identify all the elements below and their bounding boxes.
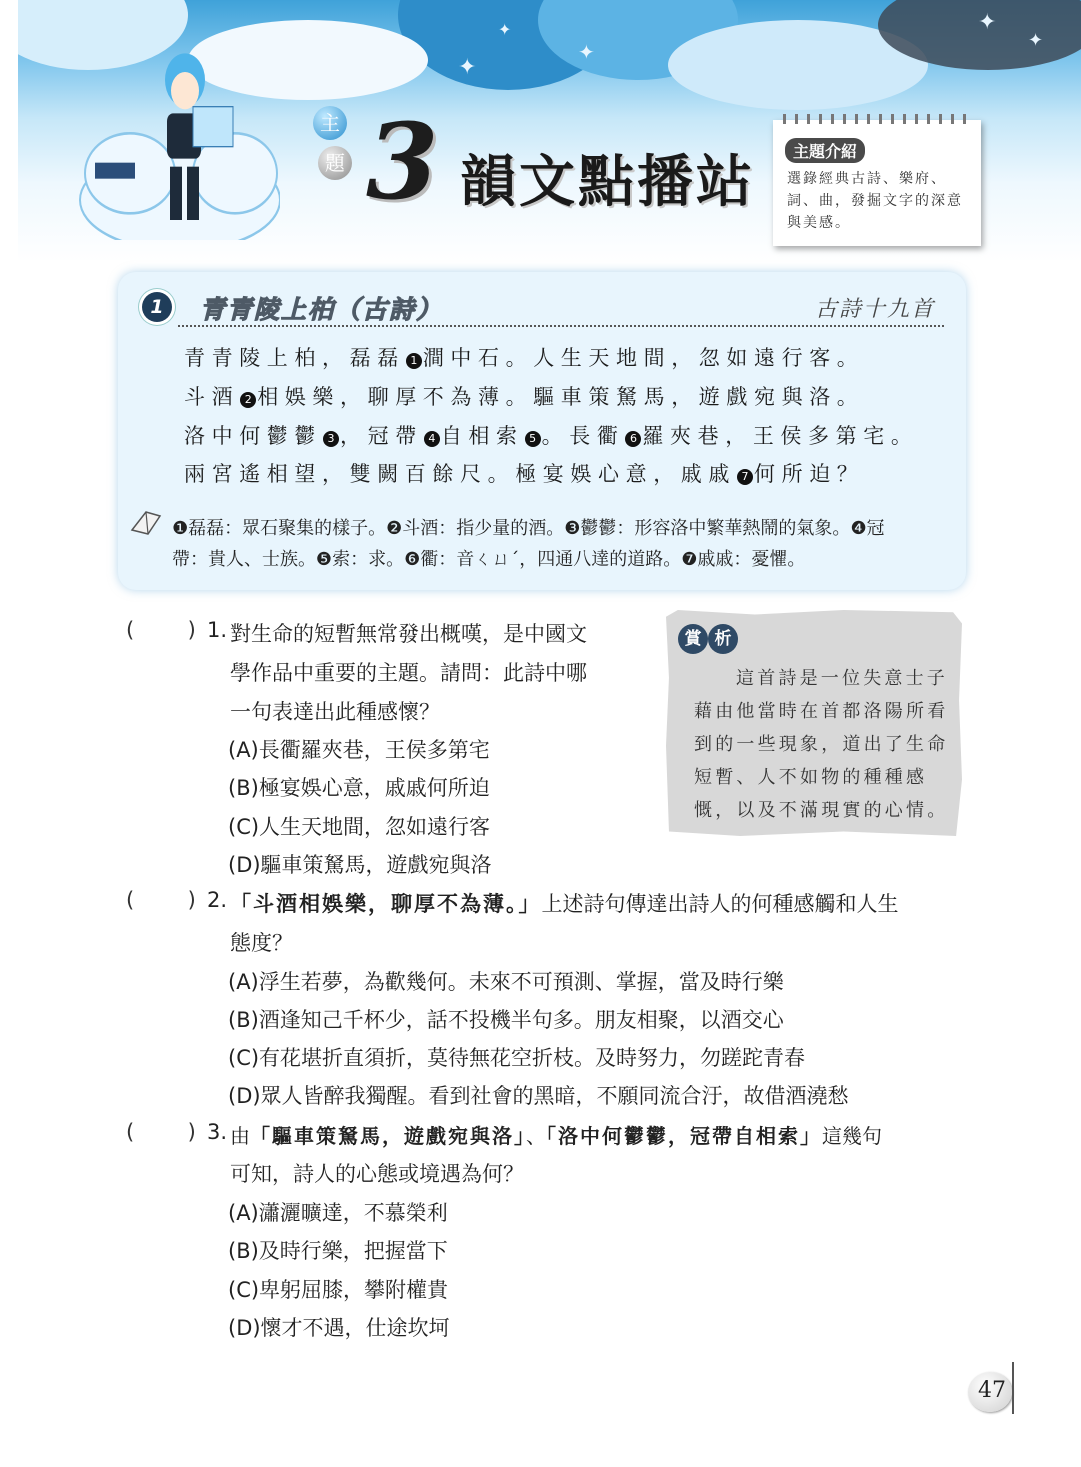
analysis-badge: 賞 析 xyxy=(678,624,738,654)
intro-line: 詞、曲，發掘文字的深意 xyxy=(787,193,963,209)
question-stem: 對生命的短暫無常發出概嘆，是中國文 xyxy=(230,622,587,646)
question-stem: 「斗酒相娛樂，聊厚不為薄。」上述詩句傳達出詩人的何種感觸和人生 xyxy=(230,891,899,916)
poem-line: 斗酒 2 相娛樂，聊厚不為薄。驅車策駑馬，遊戲宛與洛。 xyxy=(184,385,865,409)
poem-line: 青青陵上柏，磊磊 1 澗中石。人生天地間，忽如遠行客。 xyxy=(184,346,865,370)
analysis-line: 這首詩是一位失意士子 xyxy=(736,668,948,689)
answer-option[interactable]: (A)瀟灑曠達，不慕榮利 xyxy=(228,1201,448,1225)
question-number: 2. xyxy=(207,888,228,912)
analysis-line: 短暫、人不如物的種種感 xyxy=(694,767,928,788)
answer-blank[interactable]: ( ) xyxy=(126,1120,196,1144)
intro-line: 選錄經典古詩、樂府、 xyxy=(787,171,947,187)
unit-title: 韻文點播站 xyxy=(460,150,755,215)
poem-line: 洛中何鬱鬱 3 ，冠帶 4 自相索 5 。長衢 6 羅夾巷，王侯多第宅。 xyxy=(184,424,919,448)
answer-blank[interactable]: ( ) xyxy=(126,888,196,912)
girl-reading-illustration xyxy=(75,40,280,240)
note-marker: 3 xyxy=(323,431,339,447)
intro-text xyxy=(787,168,973,234)
note-marker: 6 xyxy=(625,431,641,447)
note-marker: 7 xyxy=(737,469,753,485)
note-marker: 2 xyxy=(240,392,256,408)
answer-option[interactable]: (C)卑躬屈膝，攀附權貴 xyxy=(228,1278,449,1302)
notes-line: ❶磊磊：眾石聚集的樣子。❷斗酒：指少量的酒。❸鬱鬱：形容洛中繁華熱鬧的氣象。❹冠 xyxy=(172,518,885,539)
header-banner: ✦ ✦ ✦ ✦ ✦ xyxy=(18,0,1081,262)
question-stem: 一句表達出此種感懷？ xyxy=(230,700,440,724)
note-marker: 4 xyxy=(424,431,440,447)
question-stem: 態度？ xyxy=(230,931,293,955)
answer-option[interactable]: (A)長衢羅夾巷，王侯多第宅 xyxy=(228,738,490,762)
analysis-line: 到的一些現象，道出了生命 xyxy=(694,734,949,755)
answer-option[interactable]: (D)懷才不遇，仕途坎坷 xyxy=(228,1316,450,1340)
binder-rings xyxy=(783,114,973,124)
question-number: 3. xyxy=(207,1120,228,1144)
answer-option[interactable]: (D)眾人皆醉我獨醒。看到社會的黑暗，不願同流合汙，故借酒澆愁 xyxy=(228,1084,849,1108)
poem-source: 古詩十九首 xyxy=(815,297,936,322)
intro-line: 與美感。 xyxy=(787,215,851,231)
dotted-divider xyxy=(178,325,944,327)
question-number: 1. xyxy=(207,618,228,642)
book-icon xyxy=(130,506,164,536)
intro-label: 主題介紹 xyxy=(785,138,865,163)
answer-blank[interactable]: ( ) xyxy=(126,618,196,642)
answer-option[interactable]: (A)浮生若夢，為歡幾何。未來不可預測、掌握，當及時行樂 xyxy=(228,970,784,994)
answer-option[interactable]: (D)驅車策駑馬，遊戲宛與洛 xyxy=(228,853,492,877)
question-stem: 可知，詩人的心態或境遇為何？ xyxy=(230,1162,524,1186)
analysis-line: 藉由他當時在首都洛陽所看 xyxy=(694,701,949,722)
answer-option[interactable]: (C)有花堪折直須折，莫待無花空折枝。及時努力，勿蹉跎青春 xyxy=(228,1046,806,1070)
unit-number: 3 xyxy=(366,100,439,223)
topic-intro-card xyxy=(773,120,981,246)
poem-line: 兩宮遙相望，雙闕百餘尺。極宴娛心意，戚戚 7 何所迫？ xyxy=(184,462,865,486)
answer-option[interactable]: (B)及時行樂，把握當下 xyxy=(228,1239,448,1263)
note-marker: 1 xyxy=(406,353,422,369)
poem-number: 1 xyxy=(142,292,172,322)
page-edge-bar xyxy=(1012,1362,1014,1414)
analysis-line: 慨，以及不滿現實的心情。 xyxy=(694,800,949,821)
question-stem: 學作品中重要的主題。請問：此詩中哪 xyxy=(230,661,587,685)
answer-option[interactable]: (B)酒逢知己千杯少，話不投機半句多。朋友相聚，以酒交心 xyxy=(228,1008,784,1032)
page-number: 47 xyxy=(978,1378,1006,1403)
topic-badge-char: 題 xyxy=(318,146,352,180)
notes-line: 帶：貴人、士族。❺索：求。❻衢：音ㄑㄩˊ，四通八達的道路。❼戚戚：憂懼。 xyxy=(172,549,806,570)
topic-badge-char: 主 xyxy=(313,106,347,140)
poem-title: 青青陵上柏（古詩） xyxy=(200,295,444,324)
answer-option[interactable]: (B)極宴娛心意，戚戚何所迫 xyxy=(228,776,490,800)
note-marker: 5 xyxy=(525,431,541,447)
question-stem: 由「驅車策駑馬，遊戲宛與洛」、「洛中何鬱鬱，冠帶自相索」這幾句 xyxy=(230,1124,882,1148)
answer-option[interactable]: (C)人生天地間，忽如遠行客 xyxy=(228,815,491,839)
